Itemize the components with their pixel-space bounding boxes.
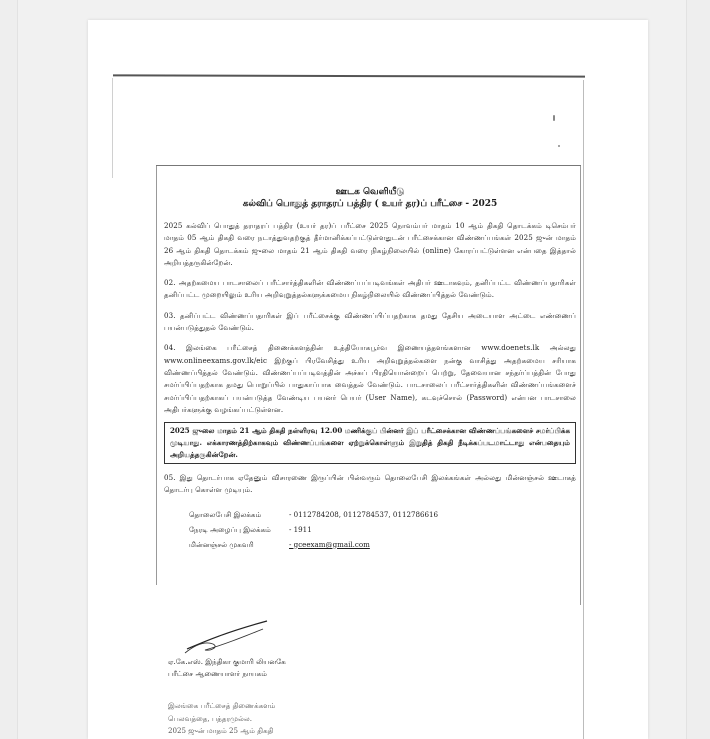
contact-row-hotline	[189, 522, 576, 537]
document-border-right	[580, 165, 581, 605]
signature-icon	[183, 617, 271, 657]
document-border-left	[156, 165, 157, 585]
scan-speck	[558, 145, 560, 147]
footer-org: இலங்கை பரீட்சைத் திணைக்களம்	[168, 701, 276, 710]
signer-name: ஏ.கே.எஸ். இந்திகா குமாரி லியனகே	[168, 657, 286, 666]
document-page	[88, 20, 648, 739]
contact-label: நேரடி அழைப்பு இலக்கம்	[189, 524, 271, 534]
paragraph-3: 03. தனிப்பட்ட விண்ணப்பதாரிகள் இப் பரீட்சைக்கு விண்ணப்பிப்பதற்காக தமது தேசிய அடையாள அட்டை எண்ணைப் பயன்படுத்துதல் வேண்டும்.	[164, 310, 576, 333]
contact-value: - 1911	[289, 524, 312, 534]
contact-row-phone	[189, 507, 576, 522]
scan-edge-right	[583, 80, 584, 739]
contact-label: மின்னஞ்சல் முகவரி	[189, 539, 254, 549]
scan-edge-line	[113, 74, 585, 77]
contact-label: தொலைபேசி இலக்கம்	[189, 509, 262, 519]
scan-speck	[553, 115, 555, 121]
document-footer	[168, 700, 275, 738]
document-border-top	[156, 165, 581, 166]
contact-email-link[interactable]: - gceexam@gmail.com	[289, 539, 370, 549]
document-viewer[interactable]	[17, 0, 687, 739]
paragraph-4: 04. இலங்கை பரீட்சைத் திணைக்களத்தின் உத்தியோகபூர்வ இணையத்தளங்களான www.doenets.lk அல்லது www.onlineexams.gov.lk/eic இற்குப் பிரவேசித்து உரிய அறிவுறுத்தல்களை நன்கு வாசித்து அதற்கமைய சரியாக விண்ணப்பித்தல் வேண்டும். விண்ணப்பப்படிவத்தின் அச்சுப் பிரதியொன்றைப் பெற்று, தேவையான சந்தர்ப்பத்தின் போது சமர்ப்பிப்பதற்காக தமது பொறுப்பில் பாதுகாப்பாக வைத்தல் வேண்டும். பாடசாலைப் பரீட்சார்த்திகளின் விண்ணப்பங்களைச் சமர்ப்பிப்பதற்காகப் பயன்படுத்த வேண்டிய பயனர் பெயர் (User Name), கடவுச்சொல் (Password) என்பன பாடசாலை அதிபர்களுக்கு வழங்கப்பட்டுள்ளன.	[164, 343, 576, 414]
paragraph-5: 05. இது தொடர்பாக ஏதேனும் விசாரணை இருப்பின் பின்வரும் தொலைபேசி இலக்கங்கள் அல்லது மின்னஞ்சல் ஊடாகத் தொடர்பு கொள்ள முடியும்.	[164, 473, 576, 495]
document-title: கல்விப் பொதுத் தராதரப் பத்திர ( உயர் தர)ப் பரீட்சை - 2025	[242, 199, 498, 209]
contact-row-email	[189, 537, 576, 552]
signer-title: பரீட்சை ஆணையாளர் நாயகம்	[168, 669, 267, 678]
scan-edge-left	[112, 78, 113, 178]
paragraph-1: 2025 கல்விப் பொதுத் தராதரப் பத்திர (உயர் தர)ப் பரீட்சை 2025 நொவம்பர் மாதம் 10 ஆம் திகதி தொடக்கம் டிசெம்பர் மாதம் 05 ஆம் திகதி வரை நடாத்துவதற்குத் தீர்மானிக்கப்பட்டுள்ளதுடன் பரீட்சைக்கான விண்ணப்பங்கள் 2025 ஜுன் மாதம் 26 ஆம் திகதி தொடக்கம் ஜுலை மாதம் 21 ஆம் திகதி வரை நிகழ்நிலையில் (online) கோரப்பட்டுள்ளன என்பதை இத்தால் அறியத்தருகின்றேன்.	[164, 221, 576, 267]
contact-list	[189, 507, 576, 552]
paragraph-2: 02. அதற்கமைய பாடசாலைப் பரீட்சார்த்திகளின் விண்ணப்பப்படிவங்கள் அதிபர் ஊடாகவும், தனிப்பட்ட விண்ணப்பதாரிகள் தனிப்பட்ட முறையிலும் உரிய அறிவுறுத்தல்களுக்கமைய நிகழ்நிலையில் விண்ணப்பித்தல் வேண்டும்.	[164, 278, 576, 300]
footer-address: பெலவத்தை, பத்தரமுல்ல.	[168, 713, 253, 723]
document-body	[164, 186, 576, 552]
footer-date: 2025 ஜுன் மாதம் 25 ஆம் திகதி	[168, 726, 274, 735]
document-heading: ஊடக வெளியீடு	[335, 187, 405, 197]
deadline-notice-box: 2025 ஜுலை மாதம் 21 ஆம் திகதி நள்ளிரவு 12.00 மணிக்குப் பின்னர் இப் பரீட்சைக்கான விண்ணப்பங்களைச் சமர்ப்பிக்க முடியாது. எக்காரணத்திற்காகவும் விண்ணப்பங்களை ஏற்றுக்கொள்ளும் இறுதித் திகதி நீடிக்கப்படமாட்டாது என்பதையும் அறியத்தருகின்றேன்.	[164, 422, 576, 464]
contact-value: - 0112784208, 0112784537, 0112786616	[289, 509, 439, 519]
signature-block	[168, 656, 286, 680]
